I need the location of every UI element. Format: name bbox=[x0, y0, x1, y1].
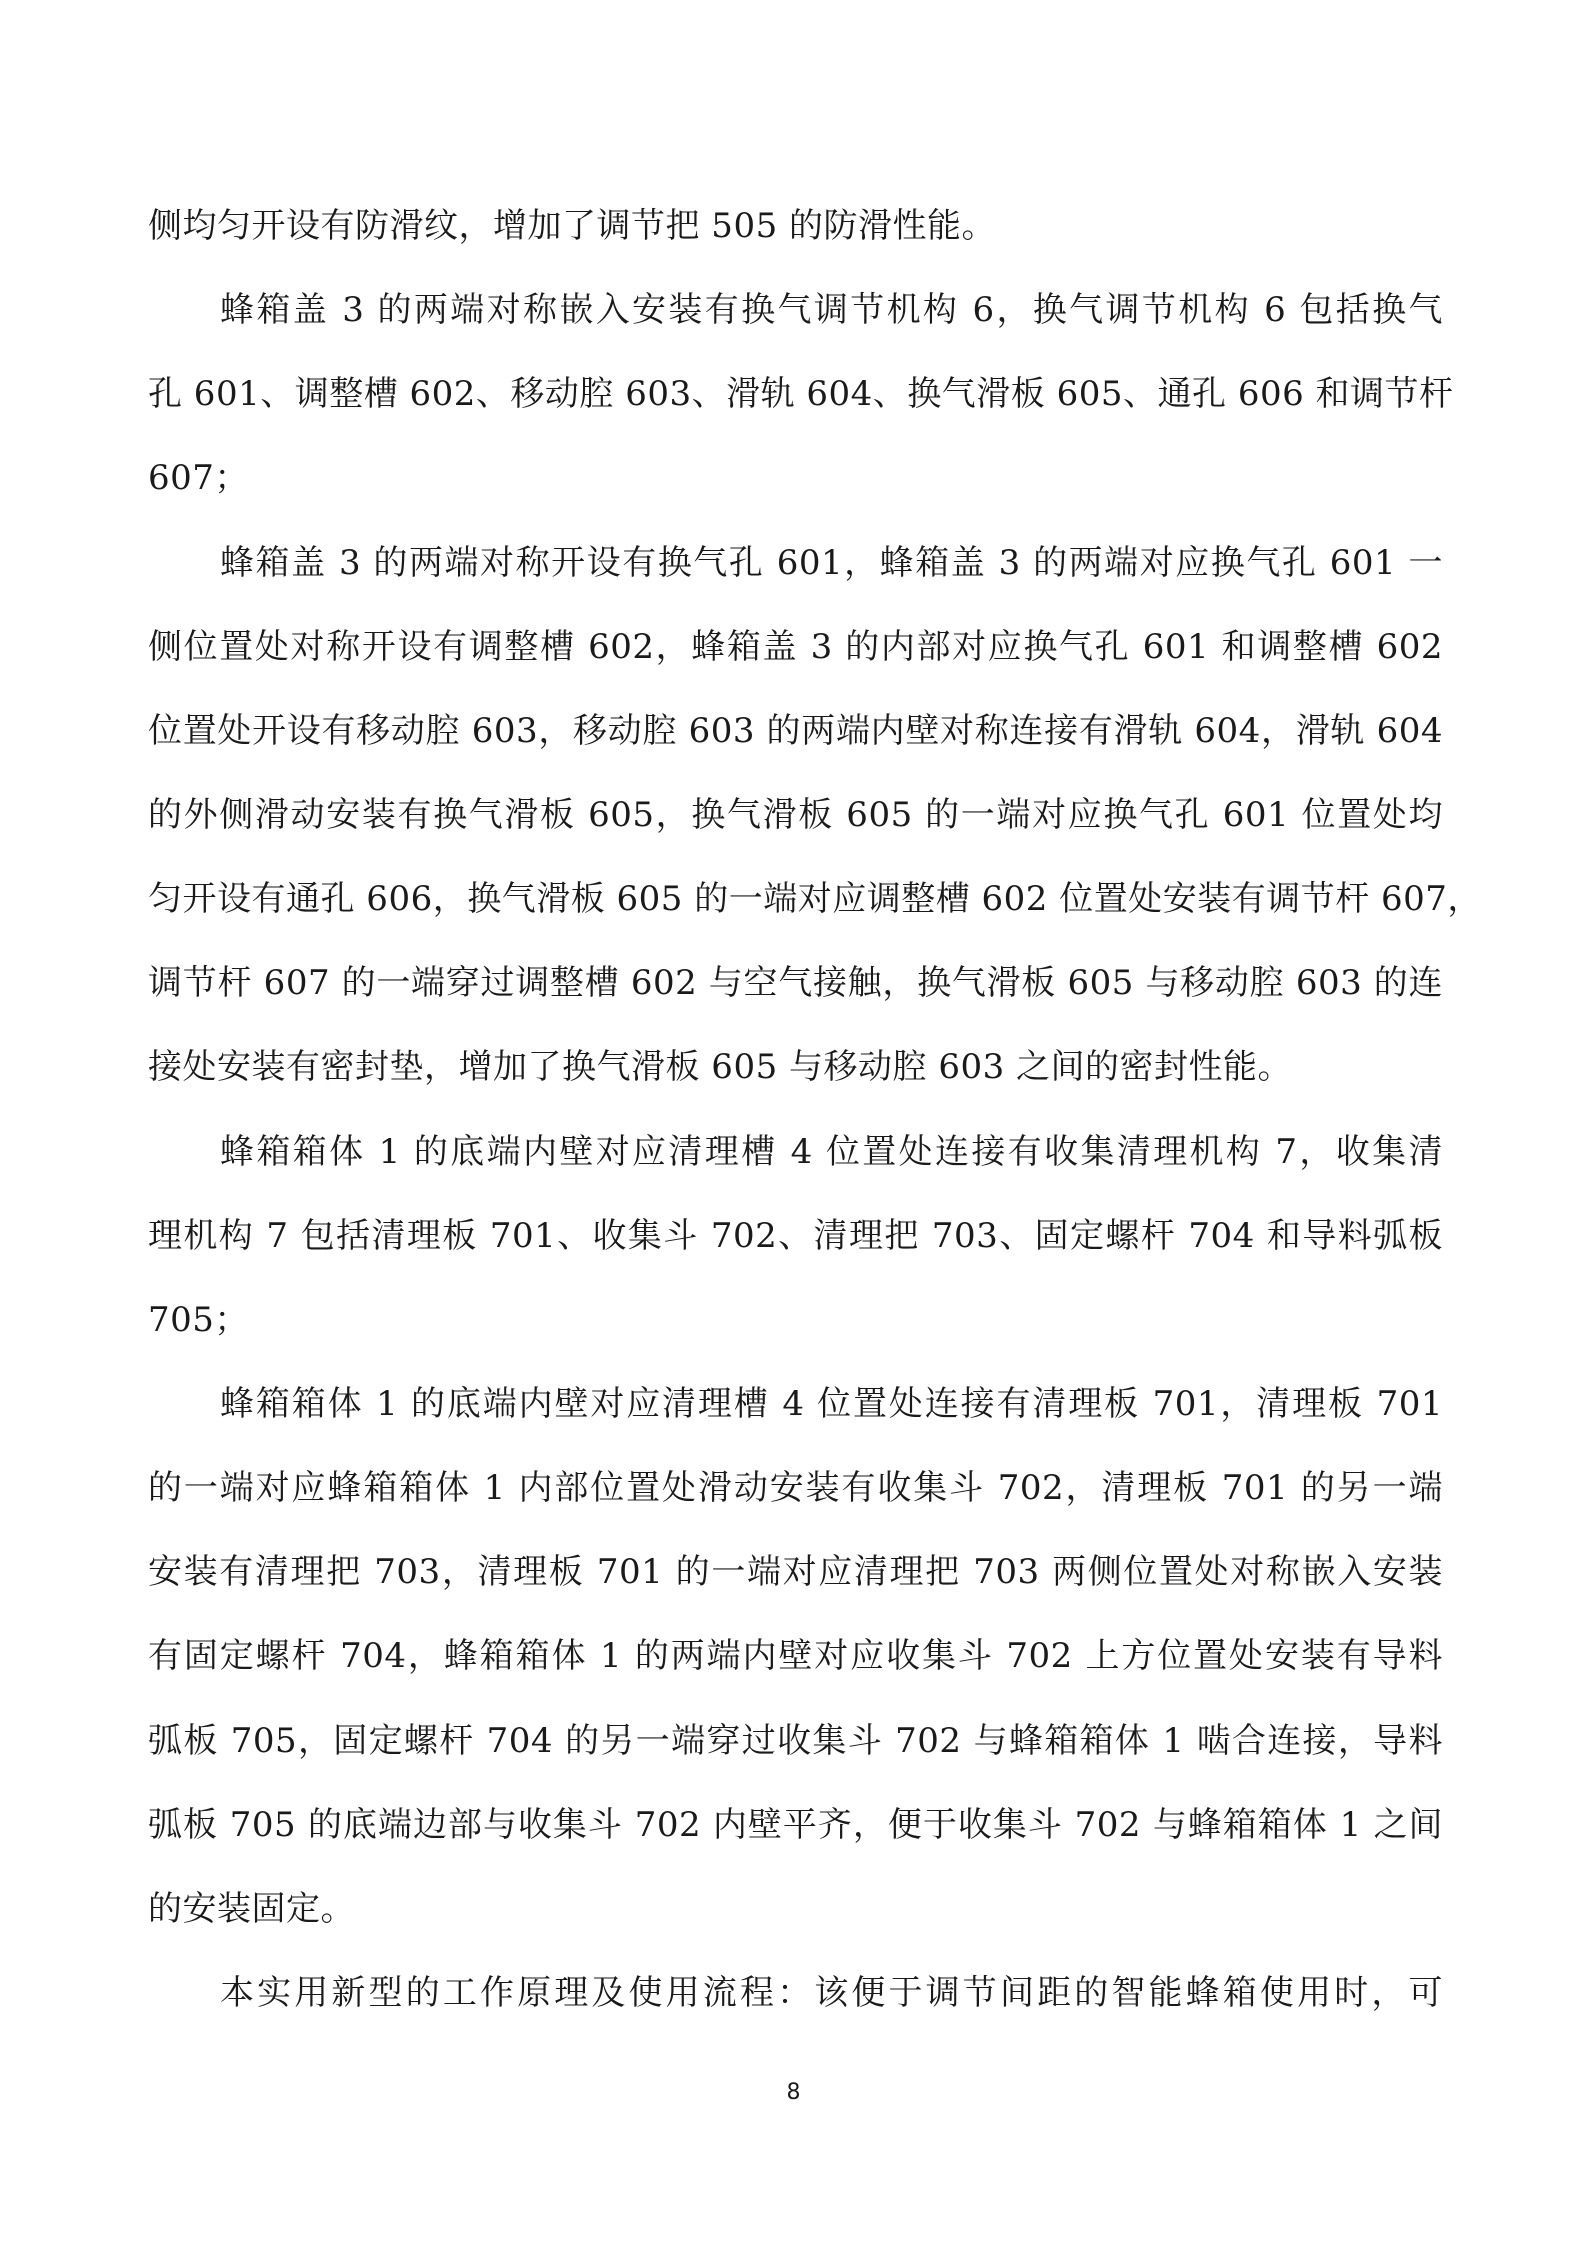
text-line: 607； bbox=[148, 458, 249, 498]
text-line: 有固定螺杆 704，蜂箱箱体 1 的两端内壁对应收集斗 702 上方位置处安装有导料 bbox=[148, 1636, 1443, 1676]
text-line: 位置处开设有移动腔 603，移动腔 603 的两端内壁对称连接有滑轨 604，滑轨 604 bbox=[148, 711, 1443, 751]
text-line: 接处安装有密封垫，增加了换气滑板 605 与移动腔 603 之间的密封性能。 bbox=[148, 1047, 1293, 1087]
text-line: 侧均匀开设有防滑纹，增加了调节把 505 的防滑性能。 bbox=[148, 206, 997, 246]
text-line: 蜂箱箱体 1 的底端内壁对应清理槽 4 位置处连接有收集清理机构 7，收集清 bbox=[220, 1132, 1443, 1172]
text-line: 孔 601、调整槽 602、移动腔 603、滑轨 604、换气滑板 605、通孔 606 和调节杆 bbox=[148, 374, 1454, 414]
text-line: 理机构 7 包括清理板 701、收集斗 702、清理把 703、固定螺杆 704 和导料弧板 bbox=[148, 1216, 1443, 1256]
text-line: 侧位置处对称开设有调整槽 602，蜂箱盖 3 的内部对应换气孔 601 和调整槽 602 bbox=[148, 627, 1443, 667]
text-line: 匀开设有通孔 606，换气滑板 605 的一端对应调整槽 602 位置处安装有调节杆 607， bbox=[148, 879, 1482, 919]
text-line: 弧板 705，固定螺杆 704 的另一端穿过收集斗 702 与蜂箱箱体 1 啮合连接，导料 bbox=[148, 1721, 1443, 1761]
text-line: 本实用新型的工作原理及使用流程：该便于调节间距的智能蜂箱使用时，可 bbox=[220, 1973, 1443, 2013]
text-line: 蜂箱盖 3 的两端对称嵌入安装有换气调节机构 6，换气调节机构 6 包括换气 bbox=[220, 290, 1443, 330]
text-line: 的一端对应蜂箱箱体 1 内部位置处滑动安装有收集斗 702，清理板 701 的另一端 bbox=[148, 1468, 1443, 1508]
text-line: 弧板 705 的底端边部与收集斗 702 内壁平齐，便于收集斗 702 与蜂箱箱体 1 之间 bbox=[148, 1805, 1443, 1845]
text-line: 蜂箱箱体 1 的底端内壁对应清理槽 4 位置处连接有清理板 701，清理板 701 bbox=[220, 1384, 1443, 1424]
text-line: 蜂箱盖 3 的两端对称开设有换气孔 601，蜂箱盖 3 的两端对应换气孔 601 一 bbox=[220, 543, 1443, 583]
text-line: 安装有清理把 703，清理板 701 的一端对应清理把 703 两侧位置处对称嵌入安装 bbox=[148, 1552, 1443, 1592]
text-line: 调节杆 607 的一端穿过调整槽 602 与空气接触，换气滑板 605 与移动腔 603 的连 bbox=[148, 963, 1443, 1003]
text-line: 705； bbox=[148, 1300, 249, 1340]
text-line: 的安装固定。 bbox=[148, 1889, 355, 1929]
text-line: 的外侧滑动安装有换气滑板 605，换气滑板 605 的一端对应换气孔 601 位置处均 bbox=[148, 795, 1443, 835]
page-number: 8 bbox=[786, 2080, 801, 2105]
